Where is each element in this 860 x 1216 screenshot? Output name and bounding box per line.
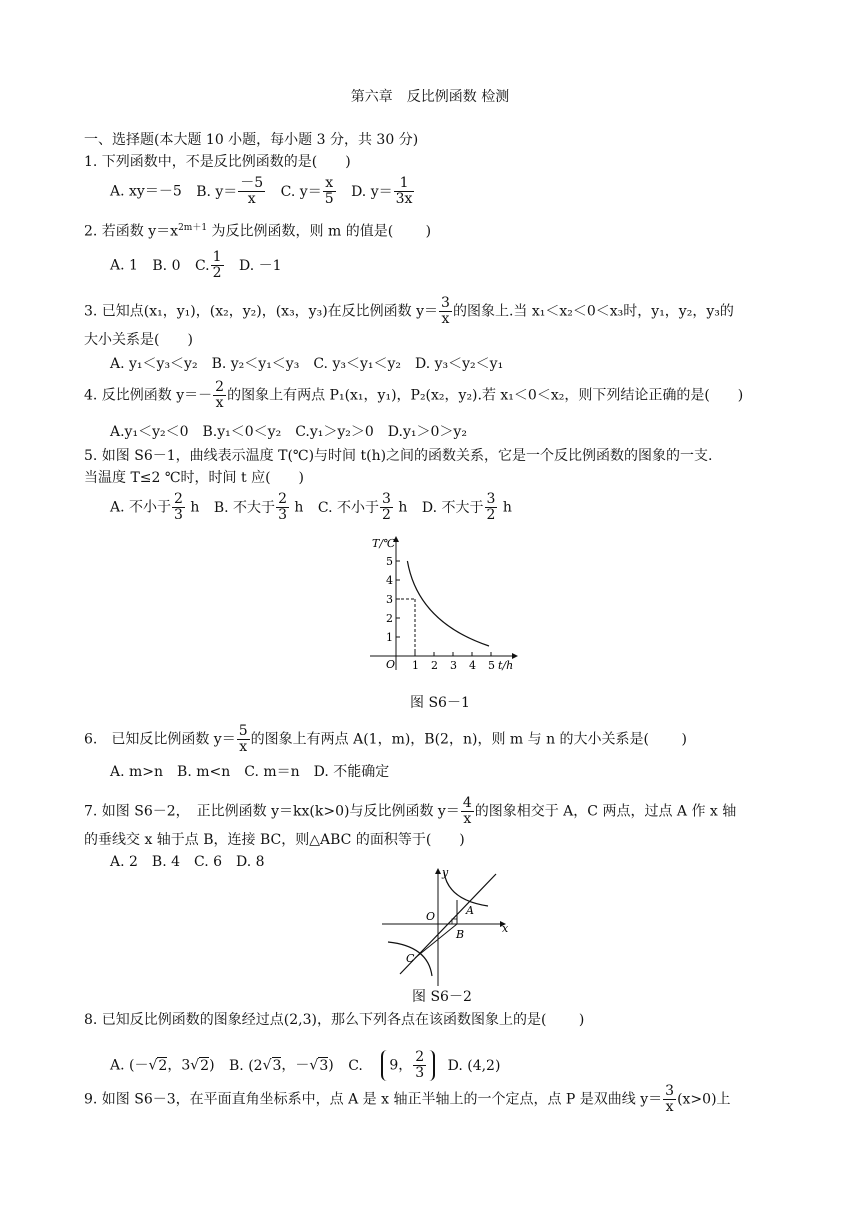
fig2-caption: 图 S6－2 (412, 989, 472, 1005)
fig1-x-label: t/h (498, 659, 514, 672)
q6-line1: 6. 已知反比例函数 y＝ $\frac{5}{x}$ 的图象上有两点 A(1，m)，B(2，n)，则 m 与 n 的大小关系是( ) (84, 723, 687, 755)
q1-option-b-pre: B. y＝ (196, 183, 238, 200)
q1-option-a: A. xy＝－5 (110, 183, 182, 200)
figure-s6-2 (378, 864, 518, 988)
fig1-ytick-4: 4 (386, 574, 393, 587)
fig1-xtick-3: 3 (450, 659, 457, 672)
q1-option-c-frac: $\frac{x}{5}$ (324, 175, 334, 207)
q2-stem: 2. 若函数 $y=x^{2m+1}$ 为反比例函数，则 m 的值是( ) (84, 223, 432, 240)
fig1-xtick-2: 2 (431, 659, 438, 672)
q1-options (110, 176, 415, 207)
q3-line2: 大小关系是( ) (84, 332, 193, 348)
fig1-xtick-1: 1 (412, 659, 419, 672)
q2-option-a: A. 1 (110, 257, 138, 274)
fig1-caption: 图 S6－1 (410, 695, 470, 711)
figure-s6-1 (360, 534, 520, 674)
q1-option-c-pre: C. y＝ (280, 183, 322, 200)
fig2-point-a: A (466, 904, 474, 917)
fig1-xtick-5: 5 (488, 659, 495, 672)
fig1-y-label: T/℃ (372, 537, 396, 550)
fig1-origin: O (386, 658, 396, 671)
fig2-x-label: x (502, 922, 509, 935)
fig2-point-b: B (456, 928, 465, 941)
q1-option-b-frac: $\frac{-5}{x}$ (240, 175, 264, 207)
q7-line2: 的垂线交 x 轴于点 B，连接 BC，则△ABC 的面积等于( ) (84, 832, 465, 848)
fig1-ytick-2: 2 (386, 612, 393, 625)
fig1-ytick-3: 3 (386, 593, 393, 606)
q5-options: A. 不小于 $\frac{2}{3}$ h B. 不大于 $\frac{2}{3}$ h C. 不小于 $\frac{3}{2}$ h D. 不大于 $\frac{3}{2}$ h (110, 491, 512, 523)
page-title: 第六章 反比例函数 检测 (350, 89, 510, 105)
q3-options: A. y₁＜y₃＜y₂ B. y₂＜y₁＜y₃ C. y₃＜y₁＜y₂ D. y₃＜y₂＜y₁ (110, 356, 504, 372)
q5-line1: 5. 如图 S6－1，曲线表示温度 T(℃)与时间 t(h)之间的函数关系，它是一个反比例函数的图象的一支. (84, 448, 713, 464)
fig1-xtick-4: 4 (469, 659, 476, 672)
q9-line1: 9. 如图 S6－3，在平面直角坐标系中，点 A 是 x 轴正半轴上的一个定点，点 P 是双曲线 y＝ $\frac{3}{x}$ (x>0)上 (84, 1083, 731, 1115)
q1-option-d-pre: D. y＝ (351, 183, 393, 200)
q6-options: A. m>n B. m<n C. m＝n D. 不能确定 (110, 764, 390, 780)
q5-line2: 当温度 T≤2 ℃时，时间 t 应( ) (84, 470, 304, 486)
fig1-ytick-1: 1 (386, 631, 393, 644)
q3-line1: 3. 已知点(x₁，y₁)，(x₂，y₂)，(x₃，y₃)在反比例函数 y＝ $\frac{3}{x}$ 的图象上.当 x₁＜x₂＜0＜x₃时，y₁，y₂，y₃的 (84, 295, 734, 327)
q4-options: A.y₁＜y₂＜0 B.y₁＜0＜y₂ C.y₁＞y₂＞0 D.y₁＞0＞y₂ (110, 424, 467, 440)
q2-option-d: D. －1 (238, 257, 282, 274)
q4-line1: 4. 反比例函数 y＝－ $\frac{2}{x}$ 的图象上有两点 P₁(x₁，y₁)，P₂(x₂，y₂).若 x₁＜0＜x₂，则下列结论正确的是( ) (84, 379, 744, 411)
q8-stem: 8. 已知反比例函数的图象经过点(2,3)，那么下列各点在该函数图象上的是( ) (84, 1012, 585, 1028)
fig1-ytick-5: 5 (386, 555, 393, 568)
q1-stem: 1. 下列函数中，不是反比例函数的是( ) (84, 154, 351, 170)
q2-option-b: B. 0 (152, 257, 181, 274)
q2-options (110, 250, 282, 281)
q2-option-c-pre: C. (194, 257, 210, 274)
fig2-origin: O (426, 910, 436, 923)
q7-line1: 7. 如图 S6－2， 正比例函数 y＝kx(k>0)与反比例函数 y＝ $\frac{4}{x}$ 的图象相交于 A，C 两点，过点 A 作 x 轴 (84, 795, 737, 827)
fig2-y-label: y (442, 866, 449, 879)
section-heading: 一、选择题(本大题 10 小题，每小题 3 分，共 30 分) (84, 132, 419, 148)
q7-options: A. 2 B. 4 C. 6 D. 8 (110, 854, 265, 870)
q2-option-c-frac: $\frac{1}{2}$ (212, 249, 222, 281)
q1-option-d-frac: $\frac{1}{3x}$ (395, 175, 413, 207)
fig2-point-c: C (406, 952, 415, 965)
q8-options: A. (－√2，3√2) B. (2√3，－√3) C. 9， $\frac{2}{3}$ D. (4,2) (110, 1049, 501, 1081)
